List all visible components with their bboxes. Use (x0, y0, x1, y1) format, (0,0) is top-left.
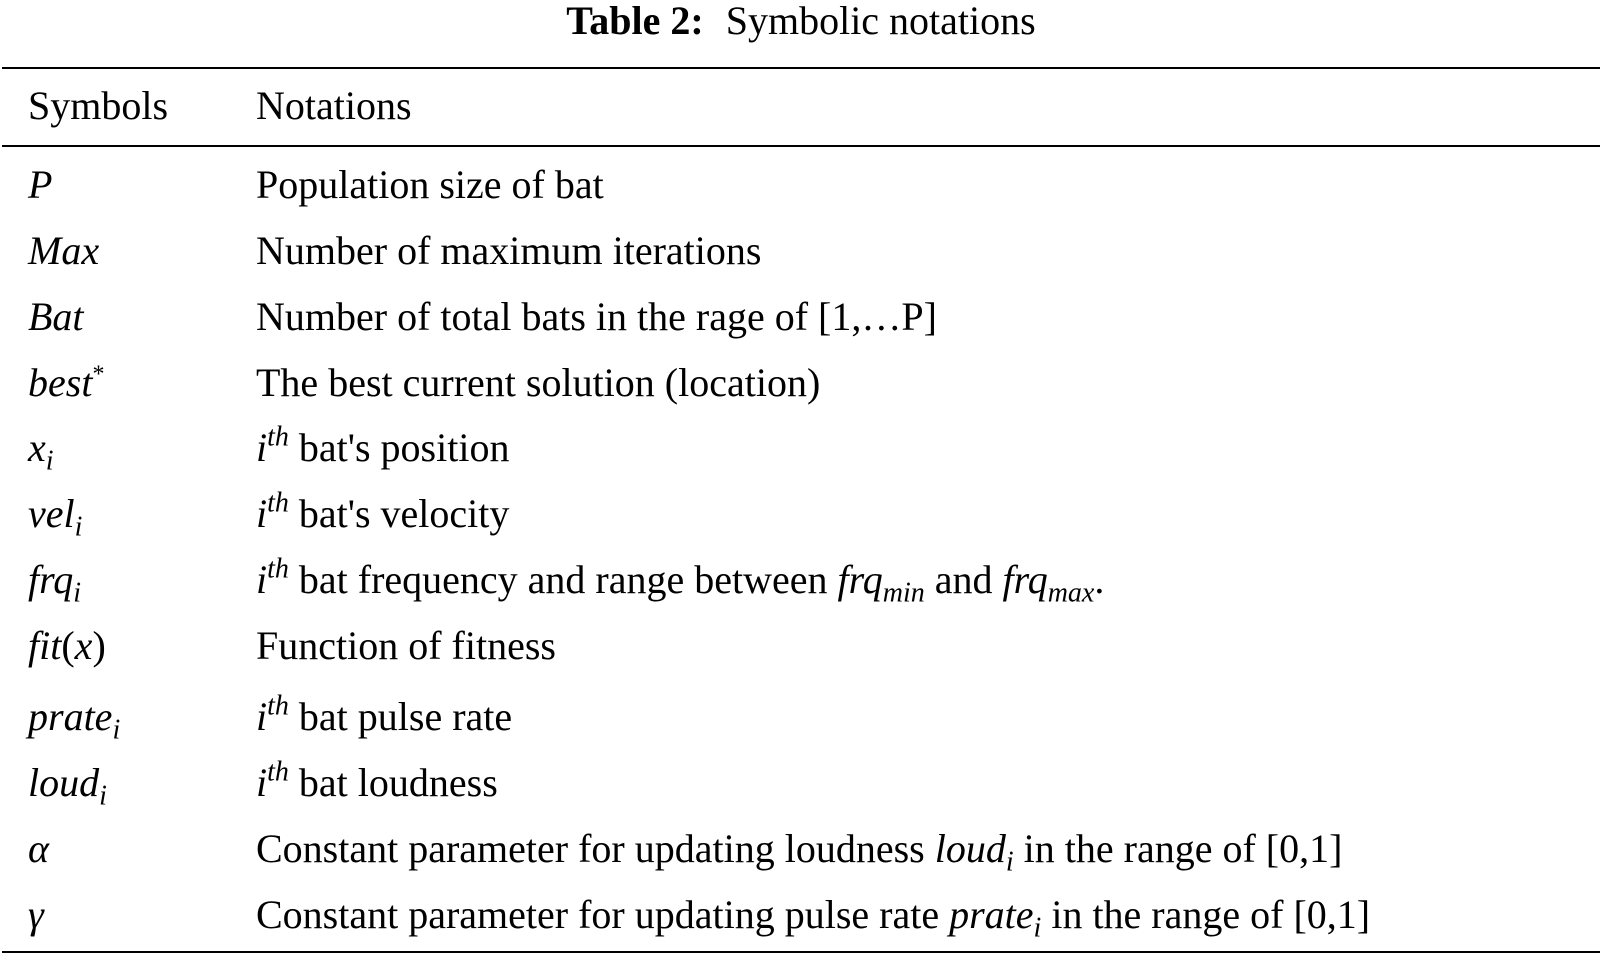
table-row (0, 481, 1602, 547)
notation-var-frq-min (837, 557, 925, 609)
notation-text: bat loudness (298, 760, 498, 805)
symbol-function: fit (28, 623, 62, 668)
notation-end: in the range of [0,1] (1023, 826, 1343, 871)
row-notation: The best current solution (location) (256, 360, 821, 405)
var-base: prate (949, 892, 1034, 937)
notation-index: i (256, 425, 268, 470)
notation-text: bat's velocity (298, 491, 510, 536)
row-symbol (28, 415, 54, 481)
var-base: loud (934, 826, 1006, 871)
row-notation: Number of total bats in the rage of [1,…P] (256, 294, 937, 339)
symbol-base: prate (28, 694, 113, 739)
symbol-base: best (28, 360, 93, 405)
table-row (0, 218, 1602, 284)
row-symbol (28, 547, 81, 613)
row-notation: Population size of bat (256, 162, 604, 207)
symbol-open-paren: ( (61, 623, 75, 668)
row-symbol (28, 613, 106, 679)
row-symbol: Max (28, 228, 100, 273)
symbol-subscript: i (45, 445, 54, 477)
notation-text: bat's position (298, 425, 510, 470)
notation-var-prate (949, 892, 1042, 944)
symbol-superscript: * (92, 361, 105, 388)
symbol-base: frq (28, 557, 74, 602)
notation-var-frq-max (1002, 557, 1095, 609)
column-header-notations: Notations (256, 83, 412, 128)
row-symbol: γ (28, 892, 44, 937)
notation-text: Constant parameter for updating loudness (256, 826, 925, 871)
table-row (0, 613, 1602, 679)
var-subscript: min (882, 577, 925, 609)
notation-mid: and (934, 557, 993, 602)
row-notation (256, 415, 509, 481)
notation-text: Constant parameter for updating pulse rate (256, 892, 940, 937)
table-header-row (0, 73, 1602, 139)
table-row (0, 684, 1602, 750)
row-symbol (28, 684, 120, 750)
notation-index: i (256, 491, 268, 536)
symbol-subscript: i (99, 780, 107, 812)
column-header-symbols: Symbols (28, 83, 169, 128)
notation-index-superscript: th (267, 553, 289, 585)
table-row (0, 152, 1602, 218)
symbol-close-paren: ) (92, 623, 106, 668)
row-notation (256, 547, 1104, 613)
var-base: frq (1002, 557, 1048, 602)
row-symbol (28, 481, 82, 547)
notation-text: bat frequency and range between (298, 557, 828, 602)
var-base: frq (837, 557, 883, 602)
row-symbol: P (28, 162, 53, 207)
symbol-base: x (28, 425, 46, 470)
notation-index: i (256, 557, 268, 602)
row-notation: Function of fitness (256, 623, 556, 668)
notation-end: . (1094, 557, 1105, 602)
table-row (0, 816, 1602, 882)
table-row (0, 882, 1602, 948)
notation-index-superscript: th (267, 756, 289, 788)
table-bottom-rule (2, 951, 1600, 953)
table-row (0, 350, 1602, 416)
row-notation (256, 750, 498, 816)
notation-index-superscript: th (267, 487, 289, 519)
notation-end: in the range of [0,1] (1051, 892, 1371, 937)
row-symbol: α (28, 826, 49, 871)
notation-index: i (256, 694, 268, 739)
table-row (0, 547, 1602, 613)
table-top-rule (2, 67, 1600, 69)
symbol-subscript: i (74, 511, 83, 543)
notation-index-superscript: th (267, 421, 289, 453)
table-row (0, 284, 1602, 350)
notation-var-loud (934, 826, 1014, 878)
row-notation (256, 882, 1370, 948)
notation-index: i (256, 760, 268, 805)
table-caption (0, 0, 1602, 42)
notation-index-superscript: th (267, 690, 289, 722)
table-caption-label: Table 2: (566, 0, 704, 43)
table-row (0, 415, 1602, 481)
row-notation (256, 684, 512, 750)
symbol-subscript: i (73, 577, 81, 609)
row-notation (256, 816, 1342, 882)
symbol-base: vel (28, 491, 75, 536)
var-subscript: i (1033, 912, 1042, 944)
var-subscript: i (1005, 846, 1014, 878)
symbol-subscript: i (112, 714, 121, 746)
table-header-rule (2, 145, 1600, 147)
var-subscript: max (1047, 577, 1095, 609)
table-row (0, 750, 1602, 816)
row-symbol: Bat (28, 294, 84, 339)
symbol-base: loud (28, 760, 100, 805)
row-notation: Number of maximum iterations (256, 228, 762, 273)
table-caption-title: Symbolic notations (725, 0, 1036, 43)
row-notation (256, 481, 509, 547)
row-symbol (28, 750, 107, 816)
row-symbol (28, 350, 104, 416)
symbol-argument: x (74, 623, 93, 668)
notation-text: bat pulse rate (298, 694, 513, 739)
